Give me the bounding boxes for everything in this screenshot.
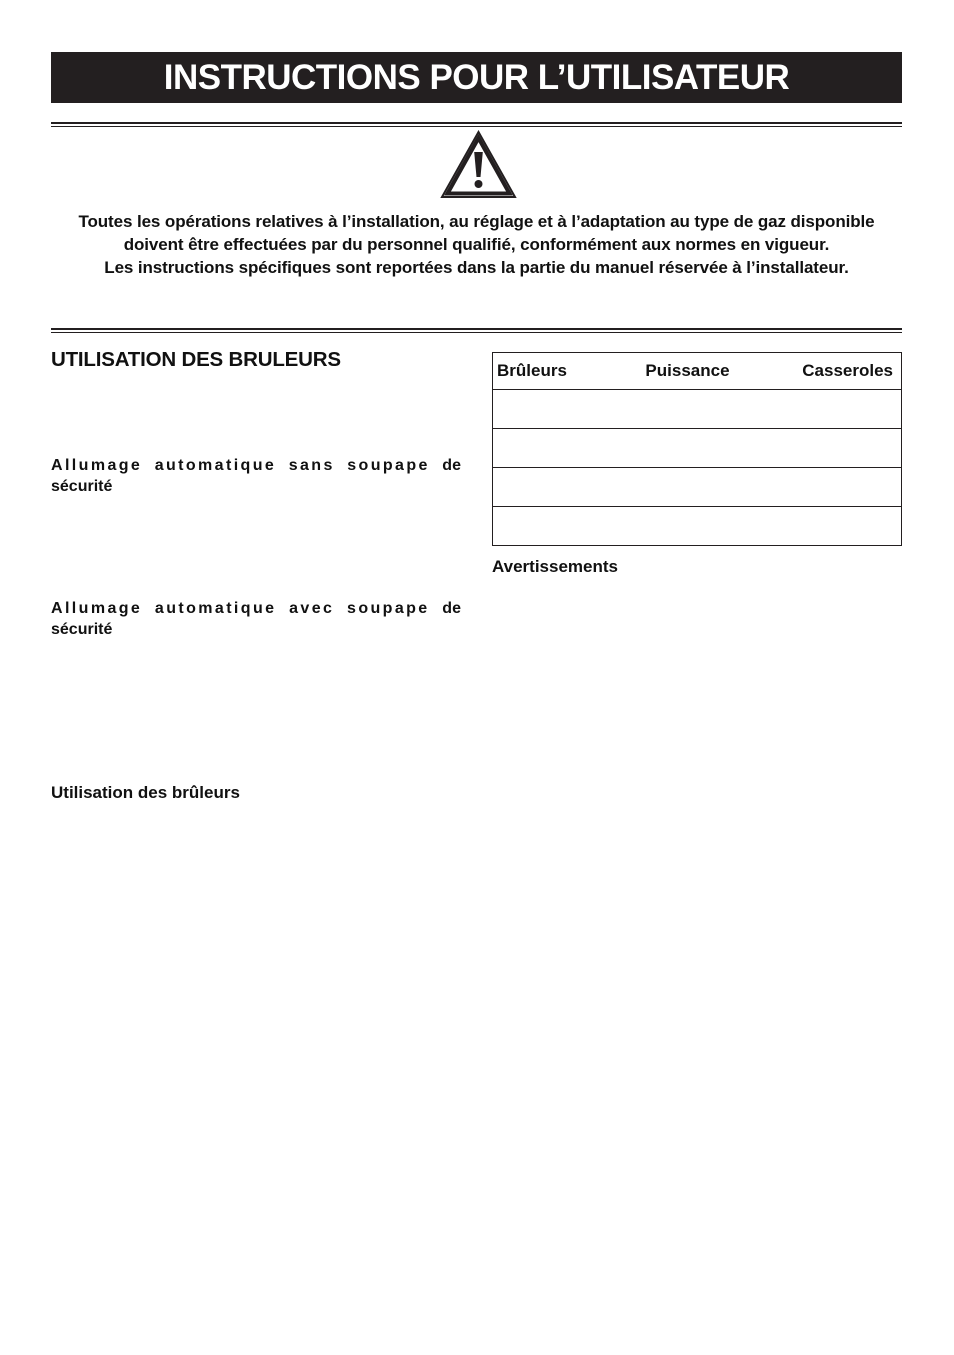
notice-paragraph-installation: Toutes les opérations relatives à l’installation, au réglage et à l’adaptation au type de gaz disponible doivent être effectuées par du personnel qualifié, conformément aux normes en vigueur.	[78, 212, 875, 254]
header-power: Puissance	[603, 353, 756, 390]
table-row	[493, 468, 902, 507]
burner-table	[492, 352, 902, 546]
table-header-row	[493, 353, 902, 390]
page-title: INSTRUCTIONS POUR L’UTILISATEUR	[51, 52, 902, 103]
warning-triangle-icon	[440, 130, 517, 200]
subhead-burner-usage: Utilisation des brûleurs	[51, 783, 240, 802]
subhead-with-safety-valve: Allumage automatique avec soupape de sécurité	[51, 600, 461, 638]
notice-paragraph-installer: Les instructions spécifiques sont reportées dans la partie du manuel réservée à l’installateur.	[104, 258, 849, 277]
section-title: UTILISATION DES BRULEURS	[51, 348, 341, 371]
table-row	[493, 390, 902, 429]
safety-notice	[60, 210, 893, 279]
header-burners: Brûleurs	[493, 353, 604, 390]
table-row	[493, 507, 902, 546]
subhead-no-safety-valve: Allumage automatique sans soupape de sécurité	[51, 457, 461, 495]
warnings-title: Avertissements	[492, 557, 618, 576]
header-pans: Casseroles	[756, 353, 902, 390]
table-row	[493, 429, 902, 468]
divider-top	[51, 122, 902, 127]
divider-bottom	[51, 328, 902, 333]
